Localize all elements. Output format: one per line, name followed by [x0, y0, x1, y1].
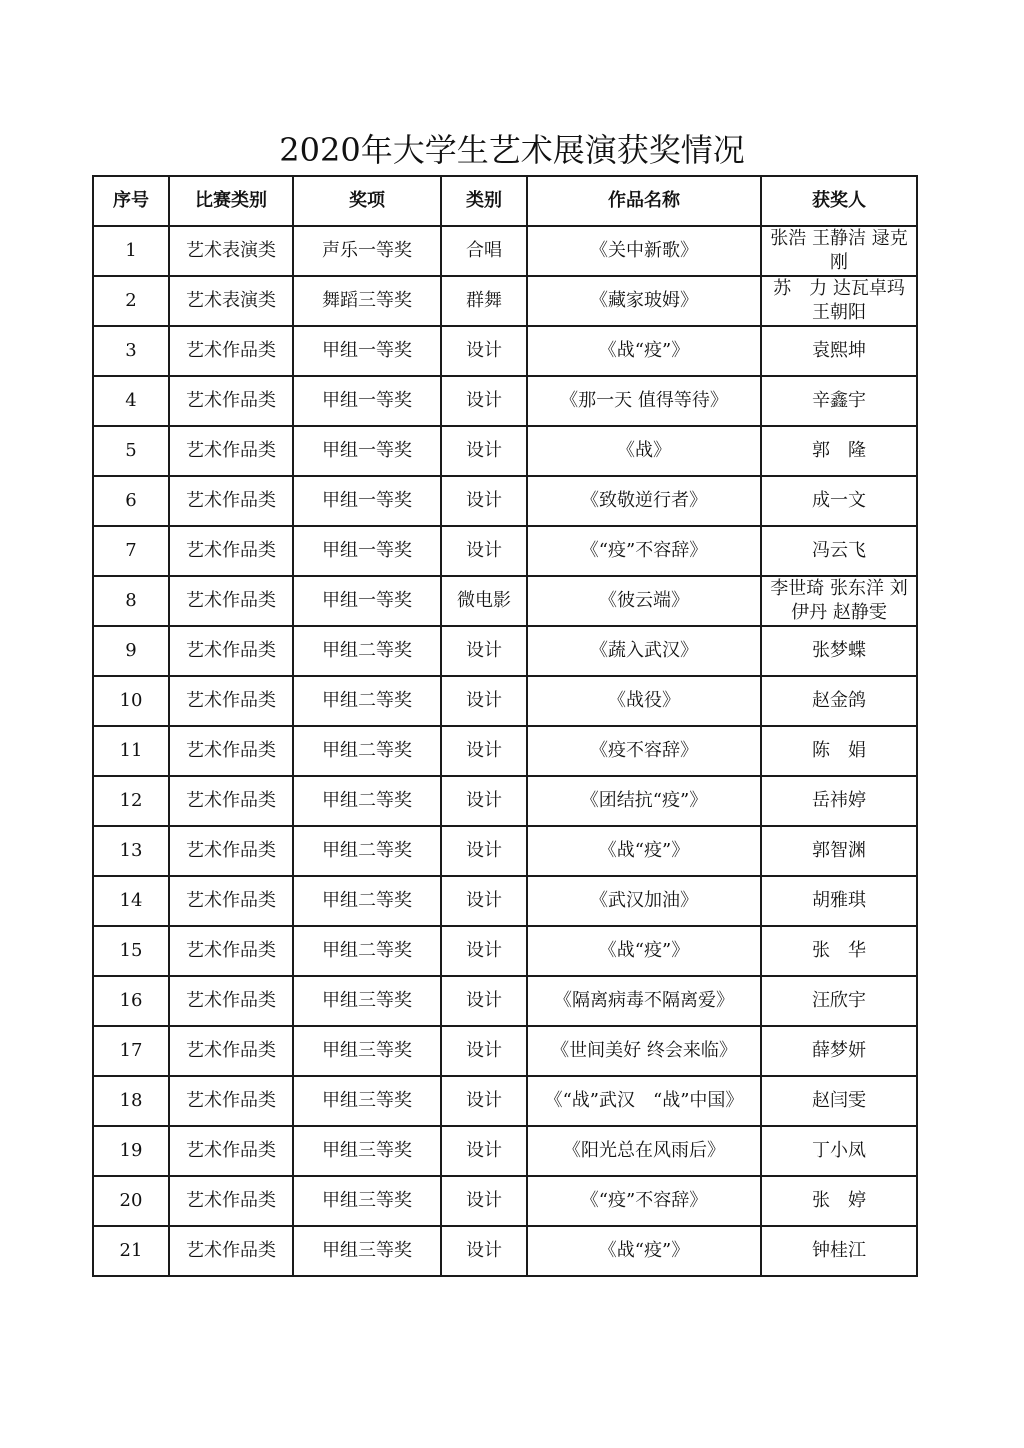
- cell-winner: 钟桂江: [761, 1226, 917, 1276]
- cell-award: 甲组二等奖: [293, 926, 441, 976]
- cell-work-title: 《致敬逆行者》: [527, 476, 761, 526]
- cell-award: 舞蹈三等奖: [293, 276, 441, 326]
- cell-award: 甲组一等奖: [293, 426, 441, 476]
- table-row: [93, 326, 917, 376]
- cell-award: 甲组二等奖: [293, 826, 441, 876]
- cell-type: 设计: [441, 376, 527, 426]
- cell-work-title: 《关中新歌》: [527, 226, 761, 276]
- cell-winner: 成一文: [761, 476, 917, 526]
- cell-work-title: 《战》: [527, 426, 761, 476]
- cell-type: 设计: [441, 1176, 527, 1226]
- cell-type: 设计: [441, 726, 527, 776]
- cell-winner: 辛鑫宇: [761, 376, 917, 426]
- cell-category: 艺术作品类: [169, 776, 293, 826]
- cell-winner: 丁小凤: [761, 1126, 917, 1176]
- cell-category: 艺术表演类: [169, 276, 293, 326]
- table-row: [93, 1176, 917, 1226]
- table-row: [93, 826, 917, 876]
- table-row: [93, 276, 917, 326]
- header-row: [93, 176, 917, 226]
- cell-category: 艺术作品类: [169, 926, 293, 976]
- cell-category: 艺术作品类: [169, 326, 293, 376]
- table-row: [93, 726, 917, 776]
- cell-category: 艺术作品类: [169, 876, 293, 926]
- cell-work-title: 《武汉加油》: [527, 876, 761, 926]
- cell-type: 设计: [441, 1076, 527, 1126]
- cell-type: 设计: [441, 1026, 527, 1076]
- cell-award: 甲组三等奖: [293, 1076, 441, 1126]
- cell-category: 艺术作品类: [169, 826, 293, 876]
- cell-award: 甲组二等奖: [293, 676, 441, 726]
- cell-type: 设计: [441, 876, 527, 926]
- column-header-category: 比赛类别: [169, 176, 293, 226]
- cell-seq: 14: [93, 876, 169, 926]
- cell-seq: 16: [93, 976, 169, 1026]
- cell-winner: 张梦蝶: [761, 626, 917, 676]
- cell-work-title: 《战“疫”》: [527, 926, 761, 976]
- table-row: [93, 776, 917, 826]
- cell-work-title: 《团结抗“疫”》: [527, 776, 761, 826]
- cell-work-title: 《“疫”不容辞》: [527, 1176, 761, 1226]
- table-row: [93, 1076, 917, 1126]
- table-row: [93, 926, 917, 976]
- cell-work-title: 《阳光总在风雨后》: [527, 1126, 761, 1176]
- cell-work-title: 《彼云端》: [527, 576, 761, 626]
- awards-table: [92, 175, 918, 1277]
- cell-work-title: 《“疫”不容辞》: [527, 526, 761, 576]
- cell-seq: 12: [93, 776, 169, 826]
- cell-award: 甲组三等奖: [293, 1226, 441, 1276]
- cell-work-title: 《战“疫”》: [527, 326, 761, 376]
- table-body: [93, 226, 917, 1276]
- cell-seq: 2: [93, 276, 169, 326]
- cell-category: 艺术表演类: [169, 226, 293, 276]
- cell-winner: 袁熙坤: [761, 326, 917, 376]
- cell-type: 设计: [441, 676, 527, 726]
- cell-category: 艺术作品类: [169, 676, 293, 726]
- cell-seq: 3: [93, 326, 169, 376]
- cell-seq: 8: [93, 576, 169, 626]
- table-row: [93, 376, 917, 426]
- table-row: [93, 526, 917, 576]
- table-row: [93, 676, 917, 726]
- cell-winner: 郭智渊: [761, 826, 917, 876]
- cell-winner: 胡雅琪: [761, 876, 917, 926]
- cell-winner: 赵金鸽: [761, 676, 917, 726]
- column-header-winner: 获奖人: [761, 176, 917, 226]
- cell-type: 群舞: [441, 276, 527, 326]
- cell-winner: 陈 娟: [761, 726, 917, 776]
- cell-category: 艺术作品类: [169, 626, 293, 676]
- column-header-type: 类别: [441, 176, 527, 226]
- cell-award: 甲组一等奖: [293, 476, 441, 526]
- cell-type: 设计: [441, 926, 527, 976]
- cell-type: 设计: [441, 826, 527, 876]
- cell-work-title: 《战役》: [527, 676, 761, 726]
- cell-award: 甲组一等奖: [293, 576, 441, 626]
- cell-category: 艺术作品类: [169, 1076, 293, 1126]
- page-title: 2020年大学生艺术展演获奖情况: [279, 131, 745, 169]
- cell-type: 设计: [441, 976, 527, 1026]
- cell-type: 设计: [441, 476, 527, 526]
- cell-type: 设计: [441, 626, 527, 676]
- column-header-seq: 序号: [93, 176, 169, 226]
- cell-type: 设计: [441, 326, 527, 376]
- cell-work-title: 《战“疫”》: [527, 826, 761, 876]
- cell-seq: 7: [93, 526, 169, 576]
- cell-category: 艺术作品类: [169, 426, 293, 476]
- cell-category: 艺术作品类: [169, 526, 293, 576]
- cell-seq: 13: [93, 826, 169, 876]
- cell-winner: 张 华: [761, 926, 917, 976]
- cell-work-title: 《疫不容辞》: [527, 726, 761, 776]
- cell-winner: 郭 隆: [761, 426, 917, 476]
- cell-work-title: 《藏家玻姆》: [527, 276, 761, 326]
- cell-winner: 岳祎婷: [761, 776, 917, 826]
- cell-category: 艺术作品类: [169, 976, 293, 1026]
- cell-award: 甲组二等奖: [293, 876, 441, 926]
- cell-winner: 冯云飞: [761, 526, 917, 576]
- cell-work-title: 《隔离病毒不隔离爱》: [527, 976, 761, 1026]
- cell-award: 甲组一等奖: [293, 326, 441, 376]
- cell-award: 甲组三等奖: [293, 976, 441, 1026]
- cell-award: 甲组二等奖: [293, 776, 441, 826]
- cell-type: 设计: [441, 776, 527, 826]
- cell-work-title: 《战“疫”》: [527, 1226, 761, 1276]
- cell-type: 微电影: [441, 576, 527, 626]
- cell-type: 设计: [441, 1126, 527, 1176]
- cell-category: 艺术作品类: [169, 1126, 293, 1176]
- cell-winner: 李世琦 张东洋 刘伊丹 赵静雯: [761, 576, 917, 626]
- column-header-award: 奖项: [293, 176, 441, 226]
- cell-award: 甲组三等奖: [293, 1176, 441, 1226]
- table-row: [93, 576, 917, 626]
- cell-seq: 11: [93, 726, 169, 776]
- cell-award: 甲组三等奖: [293, 1026, 441, 1076]
- cell-seq: 9: [93, 626, 169, 676]
- cell-seq: 6: [93, 476, 169, 526]
- cell-type: 设计: [441, 526, 527, 576]
- cell-winner: 汪欣宇: [761, 976, 917, 1026]
- cell-seq: 18: [93, 1076, 169, 1126]
- cell-work-title: 《那一天 值得等待》: [527, 376, 761, 426]
- cell-award: 甲组一等奖: [293, 526, 441, 576]
- table-row: [93, 1226, 917, 1276]
- cell-type: 设计: [441, 426, 527, 476]
- cell-category: 艺术作品类: [169, 1226, 293, 1276]
- cell-seq: 10: [93, 676, 169, 726]
- cell-winner: 薛梦妍: [761, 1026, 917, 1076]
- cell-category: 艺术作品类: [169, 376, 293, 426]
- cell-work-title: 《蔬入武汉》: [527, 626, 761, 676]
- cell-award: 甲组二等奖: [293, 626, 441, 676]
- cell-award: 甲组三等奖: [293, 1126, 441, 1176]
- cell-category: 艺术作品类: [169, 576, 293, 626]
- cell-work-title: 《“战”武汉 “战”中国》: [527, 1076, 761, 1126]
- table-row: [93, 1026, 917, 1076]
- table-row: [93, 876, 917, 926]
- cell-award: 甲组二等奖: [293, 726, 441, 776]
- table-row: [93, 476, 917, 526]
- table-row: [93, 226, 917, 276]
- cell-seq: 5: [93, 426, 169, 476]
- cell-winner: 苏 力 达瓦卓玛 王朝阳: [761, 276, 917, 326]
- cell-seq: 15: [93, 926, 169, 976]
- cell-category: 艺术作品类: [169, 476, 293, 526]
- cell-seq: 21: [93, 1226, 169, 1276]
- cell-type: 设计: [441, 1226, 527, 1276]
- cell-seq: 17: [93, 1026, 169, 1076]
- cell-category: 艺术作品类: [169, 1026, 293, 1076]
- cell-seq: 1: [93, 226, 169, 276]
- cell-category: 艺术作品类: [169, 726, 293, 776]
- cell-award: 甲组一等奖: [293, 376, 441, 426]
- cell-seq: 4: [93, 376, 169, 426]
- cell-award: 声乐一等奖: [293, 226, 441, 276]
- cell-category: 艺术作品类: [169, 1176, 293, 1226]
- column-header-work-title: 作品名称: [527, 176, 761, 226]
- table-row: [93, 426, 917, 476]
- cell-winner: 张 婷: [761, 1176, 917, 1226]
- cell-work-title: 《世间美好 终会来临》: [527, 1026, 761, 1076]
- cell-seq: 20: [93, 1176, 169, 1226]
- table-row: [93, 626, 917, 676]
- cell-type: 合唱: [441, 226, 527, 276]
- cell-winner: 张浩 王静洁 逯克刚: [761, 226, 917, 276]
- table-row: [93, 976, 917, 1026]
- cell-winner: 赵闫雯: [761, 1076, 917, 1126]
- cell-seq: 19: [93, 1126, 169, 1176]
- table-row: [93, 1126, 917, 1176]
